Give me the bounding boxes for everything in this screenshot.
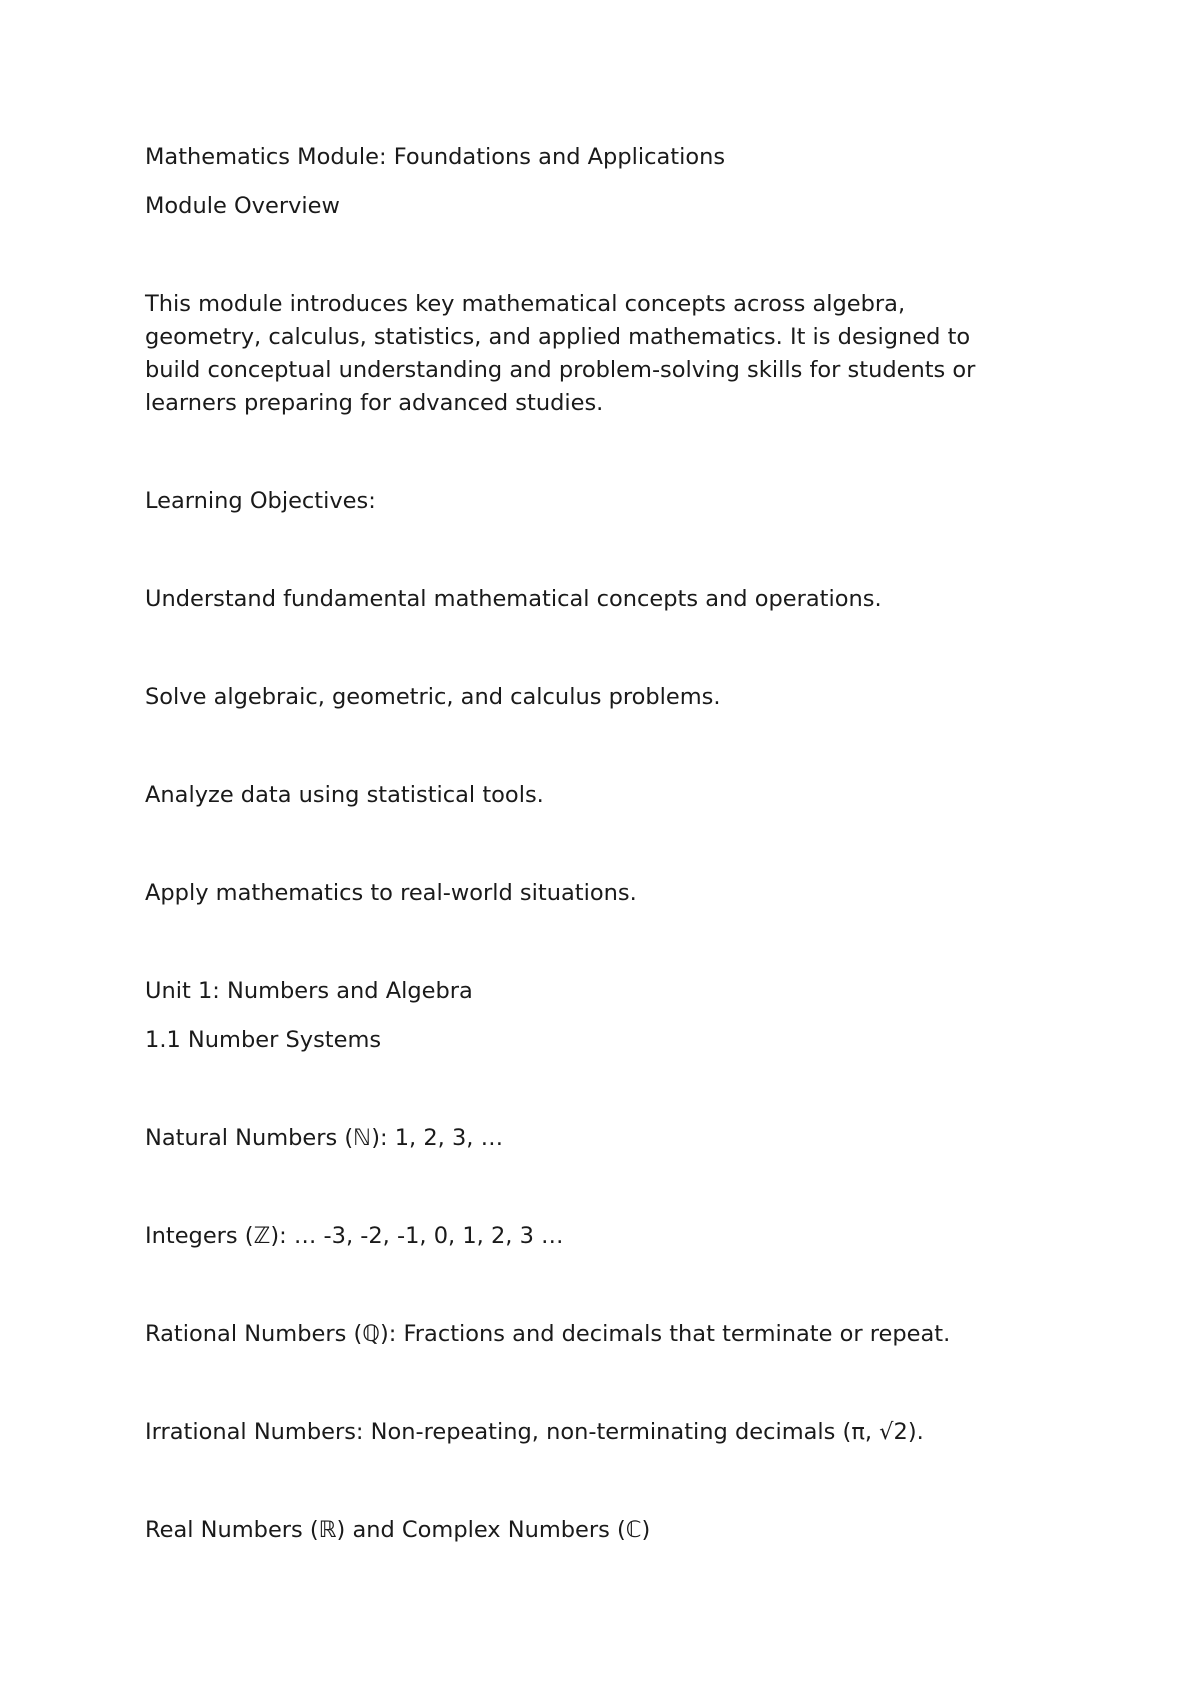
objective-item: Understand fundamental mathematical concepts and operations. (145, 586, 882, 612)
number-system-item: Natural Numbers (ℕ): 1, 2, 3, … (145, 1125, 504, 1151)
overview-line-4: learners preparing for advanced studies. (145, 390, 604, 416)
overview-line-3: build conceptual understanding and problem-solving skills for students or (145, 357, 976, 383)
overview-line-1: This module introduces key mathematical concepts across algebra, (145, 291, 906, 317)
objectives-heading: Learning Objectives: (145, 488, 376, 514)
number-system-item: Real Numbers (ℝ) and Complex Numbers (ℂ) (145, 1517, 651, 1543)
number-system-item: Rational Numbers (ℚ): Fractions and decimals that terminate or repeat. (145, 1321, 951, 1347)
overview-line-2: geometry, calculus, statistics, and applied mathematics. It is designed to (145, 324, 971, 350)
number-system-item: Irrational Numbers: Non-repeating, non-terminating decimals (π, √2). (145, 1419, 924, 1445)
overview-heading: Module Overview (145, 193, 340, 219)
document-title: Mathematics Module: Foundations and Applications (145, 144, 726, 170)
section-1-1-heading: 1.1 Number Systems (145, 1027, 382, 1053)
objective-item: Apply mathematics to real-world situations. (145, 880, 637, 906)
objective-item: Analyze data using statistical tools. (145, 782, 544, 808)
objective-item: Solve algebraic, geometric, and calculus problems. (145, 684, 721, 710)
number-system-item: Integers (ℤ): … -3, -2, -1, 0, 1, 2, 3 … (145, 1223, 564, 1249)
unit1-heading: Unit 1: Numbers and Algebra (145, 978, 473, 1004)
